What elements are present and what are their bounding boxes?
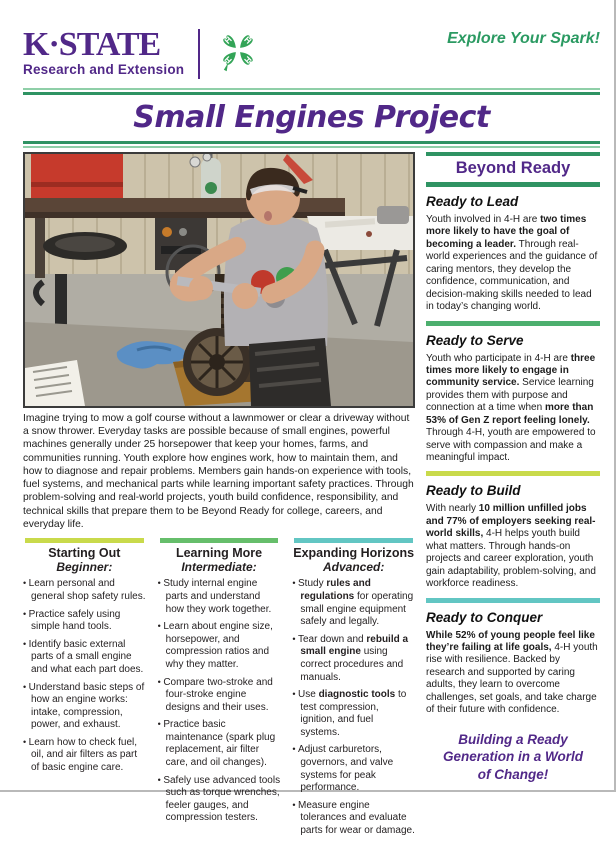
project-photo: [23, 152, 415, 408]
skill-level-columns: [23, 538, 415, 843]
brand-lockup: [23, 26, 262, 81]
svg-text:H: H: [242, 54, 254, 66]
build-section-title: Ready to Build: [426, 483, 521, 499]
serve-section-title: Ready to Serve: [426, 332, 524, 348]
conquer-section-body: While 52% of young people feel like they’re failing at life goals, 4-H youth rise with resilience. Backed by research and supported by caring adults, they learn to overcome challenges, set goals, and take charge of their future with confidence.: [426, 629, 598, 716]
intermediate-bullet-list: [158, 578, 281, 825]
bullet-item: • Measure engine tolerances and evaluate parts for wear or damage.: [292, 800, 415, 838]
section-ready-to-lead: [426, 182, 600, 314]
bullet-item: • Learn how to check fuel, oil, and air filters as part of basic engine care.: [23, 737, 146, 775]
svg-text:H: H: [222, 54, 235, 66]
section-ready-to-serve: [426, 321, 600, 465]
beyond-ready-heading: Beyond Ready: [455, 159, 571, 177]
beginner-bullet-list: [23, 578, 146, 774]
kstate-logo: [23, 26, 185, 78]
bullet-item: • Use diagnostic tools to test compression, ignition, and fuel systems.: [292, 689, 415, 739]
bullet-item: • Practice basic maintenance (spark plug replacement, air filter care, and oil changes).: [158, 719, 281, 769]
lead-section-title: Ready to Lead: [426, 194, 519, 209]
svg-text:H: H: [222, 34, 235, 46]
column-advanced: [292, 538, 415, 843]
intro-paragraph: Imagine trying to mow a golf course without a lawnmower or clear a driveway without a snow thrower. Everyday tasks are possible because of small engines, powerful machines generally under 25 horsepower that keep your homes, farms, and communities running. Youth explore how engines work, how to maintain them, and how to diagnose and repair problems. Members gain hands-on experience with tools, fuel systems, and mechanical parts while learning important safety practices. Through problem-solving and real-world projects, youth build confidence, responsibility, and technical skills that prepare them to be Beyond Ready for college, careers, and everyday life.: [23, 413, 414, 530]
section-ready-to-build: [426, 471, 600, 590]
lead-color-bar: [426, 182, 600, 187]
kstate-wordmark: K·STATE: [23, 26, 161, 64]
beginner-column-subtitle: Beginner:: [56, 560, 113, 575]
advanced-column-subtitle: Advanced:: [323, 560, 385, 575]
green-rule-bottom: [23, 141, 600, 148]
beginner-column-title: Starting Out: [48, 545, 121, 560]
bullet-item: • Learn personal and general shop safety rules.: [23, 578, 146, 603]
bullet-item: • Safely use advanced tools such as torque wrenches, feeler gauges, and compression testers.: [158, 775, 281, 825]
column-intermediate: [158, 538, 281, 843]
beyond-ready-sidebar: [426, 152, 600, 843]
column-beginner: [23, 538, 146, 843]
intermediate-color-bar: [160, 538, 279, 543]
advanced-color-bar: [294, 538, 413, 543]
build-color-bar: [426, 471, 600, 476]
advanced-bullet-list: [292, 578, 415, 837]
advanced-column-title: Expanding Horizons: [293, 545, 415, 560]
bullet-item: • Adjust carburetors, governors, and valve systems for peak performance.: [292, 744, 415, 794]
bullet-item: • Study internal engine parts and understand how they work together.: [158, 578, 281, 616]
bullet-item: • Compare two-stroke and four-stroke engine designs and their uses.: [158, 677, 281, 715]
beginner-color-bar: [25, 538, 144, 543]
page-title: Small Engines Project: [133, 100, 490, 135]
4h-clover-icon: [214, 26, 262, 81]
conquer-section-title: Ready to Conquer: [426, 609, 543, 625]
serve-color-bar: [426, 321, 600, 326]
bullet-item: • Study rules and regulations for operating small engine equipment safely and legally.: [292, 578, 415, 628]
logo-divider: [198, 29, 200, 79]
lead-section-body: Youth involved in 4-H are two times more likely to have the goal of becoming a leader. Through real-world experiences and the guidance of caring mentors, they develop the confidence, communication, and decision-making skills needed to lead in today’s changing world.: [426, 214, 598, 313]
svg-text:H: H: [242, 34, 254, 46]
bullet-item: • Tear down and rebuild a small engine using correct procedures and manuals.: [292, 634, 415, 684]
bullet-item: • Practice safely using simple hand tools.: [23, 609, 146, 634]
explore-your-spark-slogan: Explore Your Spark!: [447, 30, 600, 47]
green-rule-top: [23, 88, 600, 95]
build-section-body: With nearly 10 million unfilled jobs and 77% of employers seeking real-world skills, 4-H helps youth build what matters. Through hands-on projects and career exploration, youth gain adaptability, problem-solving, and workforce readiness.: [426, 503, 596, 590]
bullet-item: • Identify basic external parts of a small engine and what each part does.: [23, 639, 146, 677]
section-ready-to-conquer: [426, 598, 600, 717]
serve-section-body: Youth who participate in 4-H are three times more likely to engage in community service. Service learning provides them with purpose and connection at a time when more than 53% of Gen Z report feeling lonely. Through 4-H, youth are empowered to serve with compassion and make a meaningful impact.: [426, 352, 596, 463]
bullet-item: • Understand basic steps of how an engine works: intake, compression, power, and exhaust.: [23, 682, 146, 732]
conquer-color-bar: [426, 598, 600, 603]
bullet-item: • Learn about engine size, horsepower, and compression ratios and why they matter.: [158, 621, 281, 671]
intermediate-column-subtitle: Intermediate:: [181, 560, 257, 575]
intermediate-column-title: Learning More: [175, 545, 263, 560]
kstate-sub-wordmark: Research and Extension: [23, 62, 185, 78]
tagline: Building a Ready Generation in a World of Change!: [442, 731, 584, 782]
header: [23, 26, 600, 82]
